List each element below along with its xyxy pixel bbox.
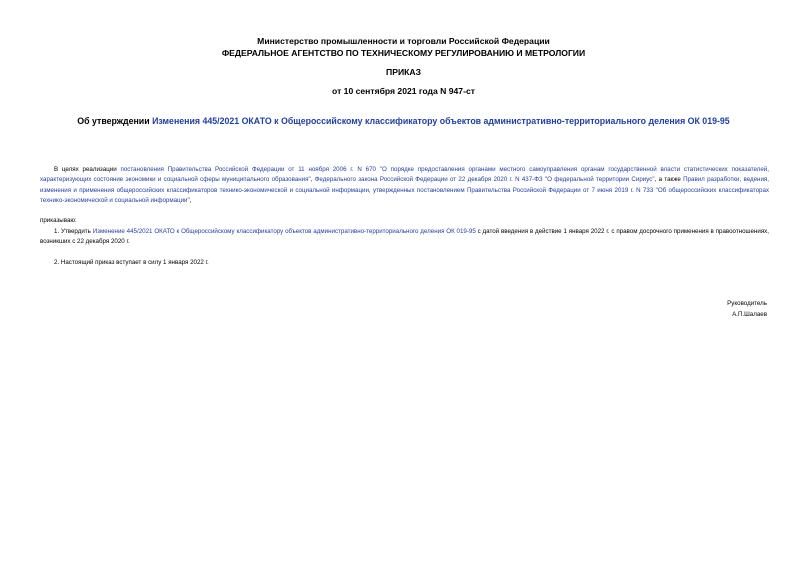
ministry-name: Министерство промышленности и торговли Российской Федерации: [257, 36, 550, 46]
paragraph-preamble: [40, 165, 769, 207]
preamble-text-1: В целях реализации: [54, 166, 121, 173]
agency-name: ФЕДЕРАЛЬНОЕ АГЕНТСТВО ПО ТЕХНИЧЕСКОМУ РЕГУЛИРОВАНИЮ И МЕТРОЛОГИИ: [221, 48, 586, 58]
item-1-text-1: 1. Утвердить: [54, 228, 93, 235]
paragraph-item-2: 2. Настоящий приказ вступает в силу 1 января 2022 г.: [54, 259, 209, 266]
preamble-text-2: ,: [310, 176, 315, 184]
document-date-number: от 10 сентября 2021 года N 947-ст: [332, 86, 475, 96]
signatory-name: А.П.Шалаев: [732, 311, 767, 318]
link-postanovlenie-670[interactable]: постановления Правительства Российской Федерации от 11 ноября 2006 г. N 670 "О порядке предоставления органами местного самоуправления органам государственной власти статистических показателей, характеризующих состояние экономики и социальной сферы муниципального образования": [40, 166, 769, 184]
link-amendment-445[interactable]: Изменение 445/2021 ОКАТО к Общероссийскому классификатору объектов административно-территориального деления ОК 019-95: [92, 228, 476, 235]
title-link[interactable]: Изменения 445/2021 ОКАТО к Общероссийскому классификатору объектов административно-территориального деления ОК 019-95: [152, 116, 730, 126]
document-title: [0, 116, 807, 126]
link-rules-733[interactable]: Правил разработки, ведения, изменения и применения общероссийских классификаторов технико-экономической и социальной информации, утвержденных постановлением Правительства Российской Федерации от 7 июня 2019 г. N 733 "Об общероссийских классификаторах технико-экономической и социальной информации": [40, 176, 769, 205]
preamble-text-4: ,: [189, 197, 192, 205]
title-prefix: Об утверждении: [77, 116, 153, 126]
item-1-text-2: с датой введения в действие 1 января 2022 г. с правом досрочного применения в правоотношениях, возникших с 22 декабря 2020 г.: [40, 228, 769, 246]
order-word: приказываю:: [40, 217, 77, 224]
preamble-text-3: , а также: [654, 176, 684, 184]
signatory-position: Руководитель: [727, 300, 767, 307]
paragraph-item-1: [40, 227, 769, 248]
document-type: ПРИКАЗ: [386, 67, 421, 77]
link-federal-law-437[interactable]: Федерального закона Российской Федерации от 22 декабря 2020 г. N 437-ФЗ "О федеральной территории Сириус": [314, 176, 655, 184]
